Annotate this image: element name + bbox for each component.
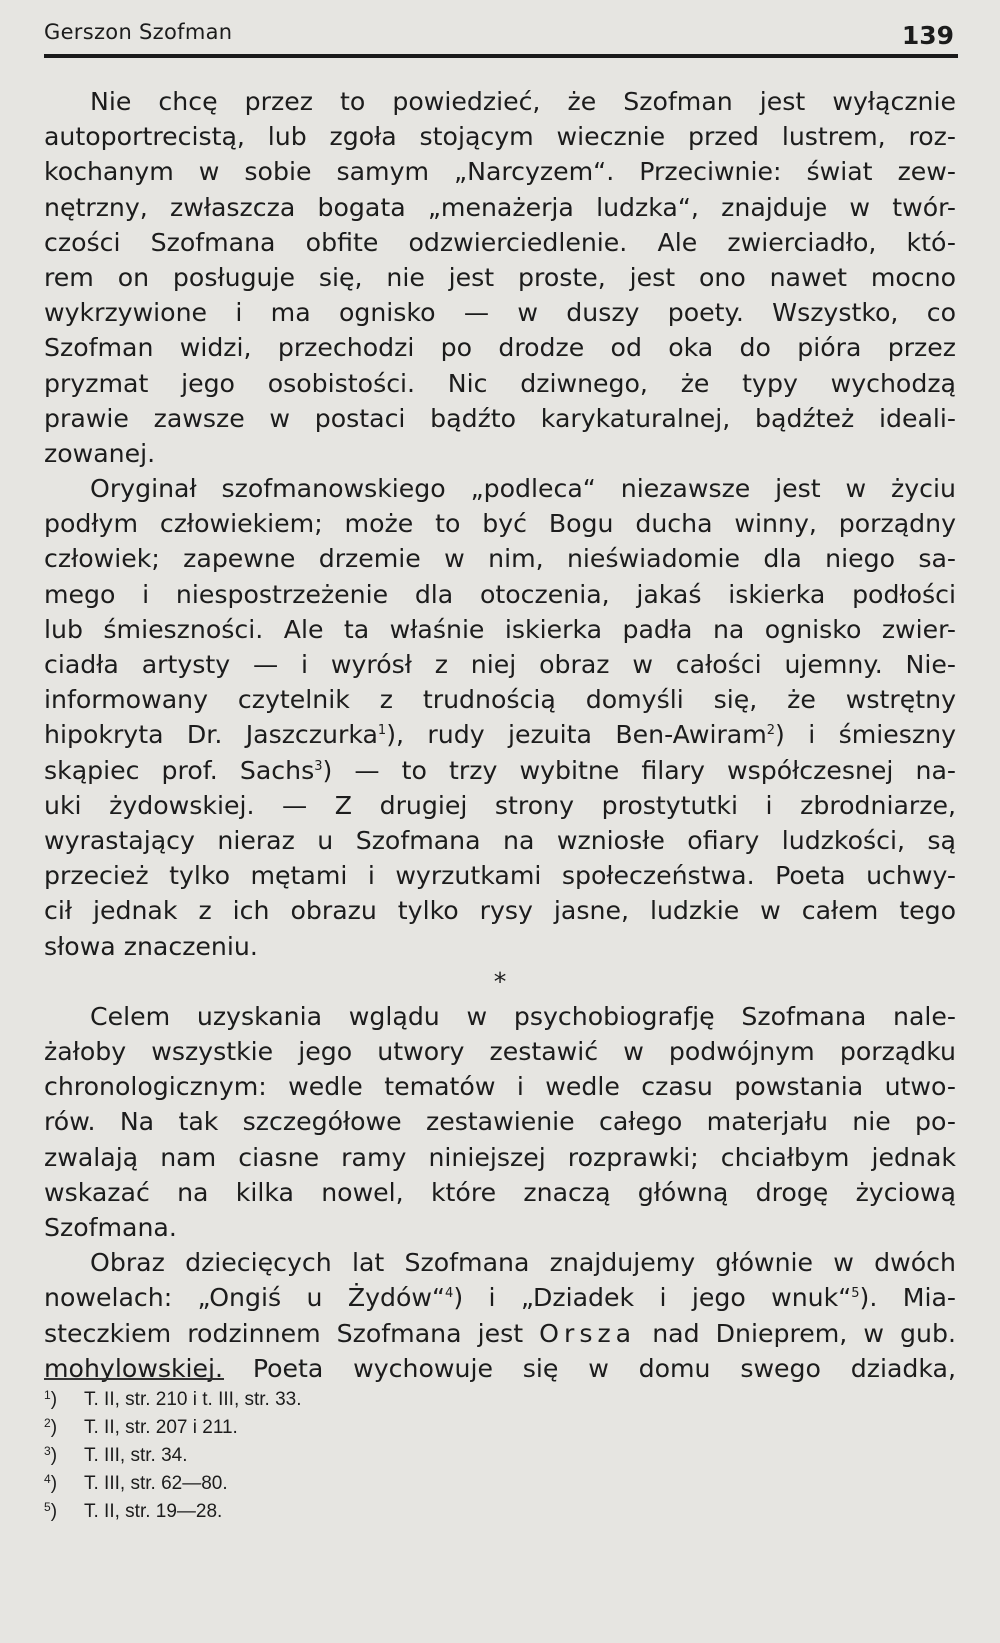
running-head-title: Gerszon Szofman bbox=[44, 20, 233, 44]
text-line: przecież tylko mętami i wyrzutkami społeczeństwa. Poeta uchwy- bbox=[44, 861, 956, 891]
footnote-ref-4: 4 bbox=[445, 1286, 454, 1302]
footnote-mark: $^3$) bbox=[44, 1444, 58, 1466]
footnote-ref-5: 5 bbox=[851, 1286, 860, 1302]
text-line: Nie chcę przez to powiedzieć, że Szofman jest wyłącznie bbox=[90, 87, 956, 116]
text-line: Celem uzyskania wglądu w psychobiografję Szofmana nale- bbox=[90, 1001, 956, 1031]
text-line: wyrastający nieraz u Szofmana na wzniosłe ofiary ludzkości, są bbox=[44, 825, 956, 855]
footnote bbox=[44, 1386, 644, 1414]
footnote-mark: $^4$) bbox=[44, 1472, 58, 1494]
text-line: ciadła artysty — i wyrósł z niej obraz w całości ujemny. Nie- bbox=[44, 650, 956, 679]
text-fragment: steczkiem rodzinnem Szofmana jest bbox=[44, 1318, 524, 1348]
text-line: informowany czytelnik z trudnością domyśli się, że wstrętny bbox=[44, 685, 956, 715]
text-line: chronologicznym: wedle tematów i wedle czasu powstania utwo- bbox=[44, 1072, 956, 1102]
text-fragment: nowelach: „Ongiś u Żydów“ bbox=[44, 1283, 446, 1313]
footnote-text: T. III, str. 34. bbox=[84, 1445, 188, 1466]
footnote bbox=[44, 1470, 644, 1498]
header-rule bbox=[44, 54, 958, 58]
text-line: podłym człowiekiem; może to być Bogu ducha winny, porządny bbox=[44, 509, 956, 539]
text-line: czości Szofmana obfite odzwierciedlenie. Ale zwierciadło, któ- bbox=[44, 227, 956, 257]
footnote-mark: $^2$) bbox=[44, 1416, 58, 1438]
text-line: żałoby wszystkie jego utwory zestawić w podwójnym porządku bbox=[44, 1037, 956, 1067]
text-line bbox=[44, 1280, 956, 1315]
text-line: wskazać na kilka nowel, które znaczą główną drogę życiową bbox=[44, 1177, 956, 1207]
footnote-text: T. II, str. 19—28. bbox=[84, 1501, 223, 1522]
text-line: wykrzywione i ma ognisko — w duszy poety. Wszystko, co bbox=[44, 298, 956, 328]
footnote-ref-3: 3 bbox=[314, 758, 323, 774]
text-line: nętrzny, zwłaszcza bogata „menażerja ludzka“, znajduje w twór- bbox=[44, 192, 956, 222]
footnote-mark: $^5$) bbox=[44, 1500, 58, 1522]
text-fragment: ) — to trzy wybitne filary współczesnej na- bbox=[322, 755, 956, 785]
page-number: 139 bbox=[901, 21, 954, 50]
footnote-ref-1: 1 bbox=[377, 723, 387, 739]
footnote bbox=[44, 1414, 644, 1442]
text-line: zwalają nam ciasne ramy niniejszej rozprawki; chciałbym jednak bbox=[44, 1142, 956, 1172]
text-line: lub śmieszności. Ale ta właśnie iskierka padła na ognisko zwier- bbox=[44, 614, 956, 644]
text-line: mego i niespostrzeżenie dla otoczenia, jakaś iskierka podłości bbox=[44, 579, 956, 609]
text-fragment: nad Dnieprem, w gub. bbox=[652, 1318, 956, 1348]
text-line: mohylowskiej. Poeta wychowuje się w domu swego dziadka, bbox=[44, 1353, 956, 1383]
text-line: cił jednak z ich obrazu tylko rysy jasne, ludzkie w całem tego bbox=[44, 896, 956, 926]
text-fragment: ), rudy jezuita Ben-Awiram bbox=[386, 720, 767, 750]
spaced-place-name: Orsza bbox=[539, 1318, 637, 1348]
footnote bbox=[44, 1498, 644, 1526]
text-fragment: skąpiec prof. Sachs bbox=[44, 755, 315, 785]
text-line: Oryginał szofmanowskiego „podleca“ niezawsze jest w życiu bbox=[90, 474, 956, 504]
text-line: uki żydowskiej. — Z drugiej strony prostytutki i zbrodniarze, bbox=[44, 790, 956, 820]
text-line: rem on posługuje się, nie jest proste, jest ono nawet mocno bbox=[44, 262, 956, 292]
text-line: Szofman widzi, przechodzi po drodze od oka do pióra przez bbox=[44, 333, 956, 363]
footnote-ref-2: 2 bbox=[766, 723, 776, 739]
footnote bbox=[44, 1442, 644, 1470]
footnote-text: T. II, str. 210 i t. III, str. 33. bbox=[84, 1389, 302, 1410]
text-fragment: ). Mia- bbox=[859, 1283, 956, 1313]
footnote-rule bbox=[44, 1378, 224, 1380]
text-line: Szofmana. bbox=[44, 1213, 177, 1242]
body-text bbox=[44, 84, 956, 1386]
footnotes bbox=[44, 1386, 644, 1526]
text-fragment: hipokryta Dr. Jaszczurka bbox=[44, 720, 378, 750]
text-fragment: ) i śmieszny bbox=[775, 720, 956, 750]
text-line: kochanym w sobie samym „Narcyzem“. Przeciwnie: świat zew- bbox=[44, 157, 956, 187]
text-line bbox=[44, 753, 956, 788]
text-line: autoportrecistą, lub zgoła stojącym wiecznie przed lustrem, roz- bbox=[44, 122, 956, 152]
text-line: zowanej. bbox=[44, 438, 156, 468]
footnote-mark: $^1$) bbox=[44, 1388, 58, 1410]
footnote-text: T. III, str. 62—80. bbox=[84, 1473, 228, 1494]
section-separator: * bbox=[493, 966, 507, 996]
text-fragment: ) i „Dziadek i jego wnuk“ bbox=[453, 1283, 852, 1313]
footnote-text: T. II, str. 207 i 211. bbox=[84, 1417, 238, 1438]
text-line: słowa znaczeniu. bbox=[44, 931, 258, 961]
text-line: Obraz dziecięcych lat Szofmana znajdujemy głównie w dwóch bbox=[90, 1248, 956, 1278]
text-line: człowiek; zapewne drzemie w nim, nieświadomie dla niego sa- bbox=[44, 544, 956, 574]
text-line: pryzmat jego osobistości. Nic dziwnego, że typy wychodzą bbox=[44, 368, 956, 398]
text-line: rów. Na tak szczegółowe zestawienie całego materjału nie po- bbox=[44, 1107, 956, 1137]
running-head bbox=[44, 20, 958, 50]
text-line: prawie zawsze w postaci bądźto karykaturalnej, bądźteż ideali- bbox=[44, 403, 956, 433]
text-line bbox=[44, 1316, 956, 1351]
text-line bbox=[44, 717, 956, 752]
